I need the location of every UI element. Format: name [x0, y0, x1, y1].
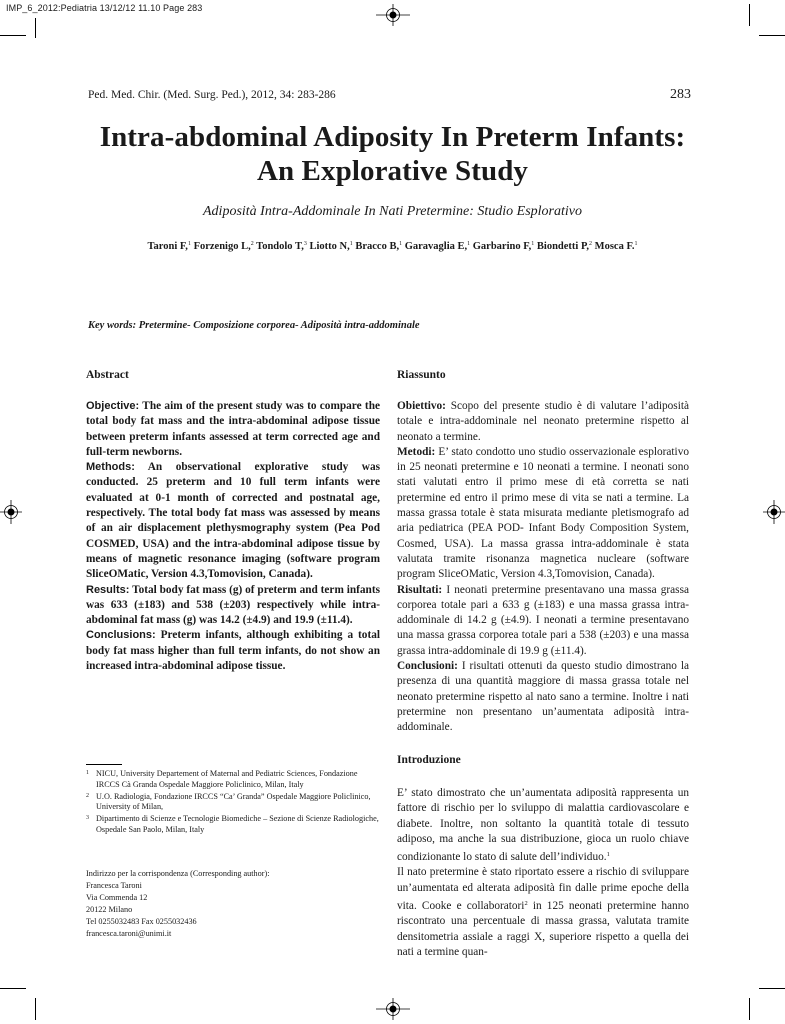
- riassunto-text: Scopo del presente studio è di valutare l’adiposità totale e intra-addominale nel neonato pretermine rispetto al neonato a termine.: [397, 400, 689, 443]
- introduction-heading: Introduzione: [397, 754, 461, 766]
- crop-mark: [759, 35, 785, 36]
- article-subtitle: Adiposità Intra-Addominale In Nati Pretermine: Studio Esplorativo: [203, 204, 582, 219]
- abstract-heading: Abstract: [86, 369, 129, 381]
- author-name: Forzenigo L,: [193, 241, 251, 252]
- registration-mark-icon: [376, 4, 410, 26]
- abstract-paragraph: [86, 583, 380, 629]
- page-number: 283: [670, 87, 691, 102]
- author-name: Garbarino F,: [472, 241, 532, 252]
- riassunto-column: [397, 369, 689, 736]
- introduction-paragraph: [397, 786, 689, 865]
- footnote: [86, 814, 382, 836]
- footnote: [86, 792, 382, 814]
- abstract-text: An observational explorative study was conducted. 25 preterm and 10 full term infants were evaluated at 0-1 month of corrected and postnatal age, respectively. The total body fat mass was assessed by means of an air displacement plethysmography system (Pea Pod COSMED, USA) and the intra-abdominal adipose tissue by means of magnetic resonance imaging (software program SliceOMatic, Version 4.3,Tomovision, Canada).: [86, 461, 380, 581]
- registration-mark-icon: [0, 500, 22, 524]
- footnote-mark: 1: [86, 770, 89, 776]
- abstract-text: Preterm infants, although exhibiting a total body fat mass higher than full term infants, do not show an increased intra-abdominal adipose tissue.: [86, 629, 380, 673]
- abstract-label: Objective:: [86, 400, 140, 412]
- riassunto-text: E’ stato condotto uno studio osservazionale esplorativo in 25 neonati pretermine e 10 neonati a termine. I neonati sono stati valutati entro il primo mese di età corretta se nati pretermine ed entro il primo mese di vita se nati a termine. La massa grassa totale è stata misurata mediante pletismografo ad aria pediatrica (PEA POD- Infant Body Composition System, Cosmed, USA). La massa grassa intra-addominale è stata valutata tramite risonanza magnetica nucleare (software program SliceOMatic, Version 4.3,Tomovision, Canada).: [397, 445, 689, 581]
- abstract-label: Conclusions:: [86, 629, 156, 642]
- print-slug: IMP_6_2012:Pediatria 13/12/12 11.10 Page 283: [6, 3, 203, 13]
- riassunto-label: Obiettivo:: [397, 400, 446, 412]
- crop-mark: [749, 4, 750, 26]
- introduction-text: in 125 neonati pretermine hanno riscontrato una percentuale di massa grassa, valutata tramite densitometria assiale a raggi X, superiore rispetto a quella dei nati a termine quan-: [397, 900, 689, 958]
- riassunto-body: [397, 399, 689, 736]
- affiliation-ref: 1: [634, 241, 638, 247]
- crop-mark: [35, 998, 36, 1020]
- correspondence-line: Via Commenda 12: [86, 893, 148, 902]
- introduction-section: [397, 754, 689, 960]
- riassunto-text: I neonati pretermine presentavano una massa grassa corporea totale pari a 633 g (±183) e una massa grassa intra-addominale di 14.2 g (±4.9). I neonati a termine presentavano una massa grassa corporea totale pari a 538 (±203) e una massa grassa intra-addominale di 19.9 g (±11.4).: [397, 583, 689, 657]
- crop-mark: [759, 988, 785, 989]
- author-name: Mosca F.: [594, 241, 635, 252]
- correspondence-line: 20122 Milano: [86, 905, 133, 914]
- citation-ref: 2: [524, 900, 528, 908]
- author-name: Taroni F,: [147, 241, 188, 252]
- title-line: Intra-abdominal Adiposity In Preterm Infants:: [99, 121, 686, 153]
- abstract-label: Methods:: [86, 461, 135, 474]
- affiliation-ref: 1: [187, 241, 191, 247]
- riassunto-label: Risultati:: [397, 583, 443, 596]
- affiliation-ref: 1: [531, 241, 535, 247]
- registration-mark-icon: [763, 500, 785, 524]
- correspondence-line: Francesca Taroni: [86, 881, 142, 890]
- crop-mark: [35, 18, 36, 38]
- crop-mark: [0, 988, 26, 989]
- introduction-body: [397, 786, 689, 960]
- correspondence-line: Tel 0255032483 Fax 0255032436: [86, 917, 197, 926]
- author-name: Biondetti P,: [536, 241, 590, 252]
- footnote-mark: 2: [86, 792, 89, 799]
- article-title: [40, 120, 745, 188]
- author-name: Bracco B,: [355, 241, 400, 252]
- crop-mark: [0, 35, 26, 36]
- riassunto-text: I risultati ottenuti da questo studio dimostrano la presenza di una quantità maggiore di massa grassa totale nel neonato pretermine rispetto al nato sano a termine. Inoltre i nati pretermine non presentano un’aumentata adiposità intra-addominale.: [397, 660, 689, 734]
- affiliation-ref: 1: [399, 241, 403, 247]
- affiliation-ref: 1: [349, 241, 353, 247]
- title-line: An Explorative Study: [256, 155, 529, 187]
- registration-mark-icon: [376, 998, 410, 1020]
- author-name: Garavaglia E,: [404, 241, 468, 252]
- introduction-text: Il nato pretermine è stato riportato essere a rischio di sviluppare un’aumentata ed alterata adiposità fin dalle prime epoche della vita. Cooke e collaboratori: [397, 866, 689, 913]
- citation-ref: 1: [606, 851, 610, 859]
- footnote-text: Dipartimento di Scienze e Tecnologie Biomediche – Sezione di Scienze Radiologiche, Ospedale San Paolo, Milan, Italy: [96, 814, 379, 834]
- crop-mark: [749, 998, 750, 1020]
- riassunto-heading: Riassunto: [397, 369, 446, 381]
- footnote-text: NICU, University Departement of Maternal and Pediatric Sciences, Fondazione IRCCS Cà Granda Ospedale Maggiore Policlinico, Milan, Italy: [96, 769, 358, 789]
- abstract-label: Results:: [86, 583, 130, 596]
- footnote-rule: [86, 764, 122, 765]
- abstract-body: [86, 399, 380, 674]
- abstract-text: The aim of the present study was to compare the total body fat mass and the intra-abdominal adipose tissue between preterm infants assessed at term corrected age and full-term newborns.: [86, 400, 380, 458]
- riassunto-label: Metodi:: [397, 445, 436, 458]
- correspondence-line: Indirizzo per la corrispondenza (Corresponding author):: [86, 869, 270, 878]
- author-list: [40, 241, 745, 252]
- riassunto-paragraph: [397, 583, 689, 659]
- abstract-paragraph: [86, 460, 380, 582]
- author-name: Liotto N,: [309, 241, 350, 252]
- introduction-paragraph: [397, 865, 689, 960]
- running-head: Ped. Med. Chir. (Med. Surg. Ped.), 2012, 34: 283-286: [88, 89, 336, 101]
- affiliation-footnotes: [86, 769, 382, 837]
- footnote: [86, 769, 382, 791]
- introduction-text: E’ stato dimostrato che un’aumentata adiposità rappresenta un fattore di rischio per lo sviluppo di malattia cardiovascolare e diabete. Inoltre, non soltanto la quantità totale di tessuto adiposo, ma anche la sua distribuzione, gioca un ruolo chiave condizionante lo stato di salute dell’individuo.: [397, 787, 689, 864]
- footnote-mark: 3: [86, 815, 89, 822]
- riassunto-paragraph: [397, 445, 689, 583]
- riassunto-label: Conclusioni:: [397, 660, 458, 673]
- keywords: Key words: Pretermine- Composizione corporea- Adiposità intra-addominale: [88, 320, 420, 331]
- affiliation-ref: 2: [589, 241, 593, 247]
- riassunto-paragraph: [397, 659, 689, 735]
- author-name: Tondolo T,: [256, 241, 304, 252]
- abstract-paragraph: [86, 628, 380, 674]
- affiliation-ref: 1: [467, 241, 471, 247]
- footnote-text: U.O. Radiologia, Fondazione IRCCS “Ca’ Granda” Ospedale Maggiore Policlinico, University of Milan,: [96, 791, 371, 812]
- abstract-text: Total body fat mass (g) of preterm and term infants was 633 (±183) and 538 (±203) respectively while intra-abdominal fat mass (g) was 14.2 (±4.9) and 19.9 (±11.4).: [86, 583, 380, 627]
- riassunto-paragraph: [397, 399, 689, 445]
- correspondence-email[interactable]: francesca.taroni@unimi.it: [86, 929, 172, 938]
- correspondence-block: [86, 868, 382, 940]
- affiliation-ref: 2: [250, 241, 254, 247]
- abstract-column: [86, 369, 380, 674]
- abstract-paragraph: [86, 399, 380, 460]
- affiliation-ref: 3: [303, 241, 307, 247]
